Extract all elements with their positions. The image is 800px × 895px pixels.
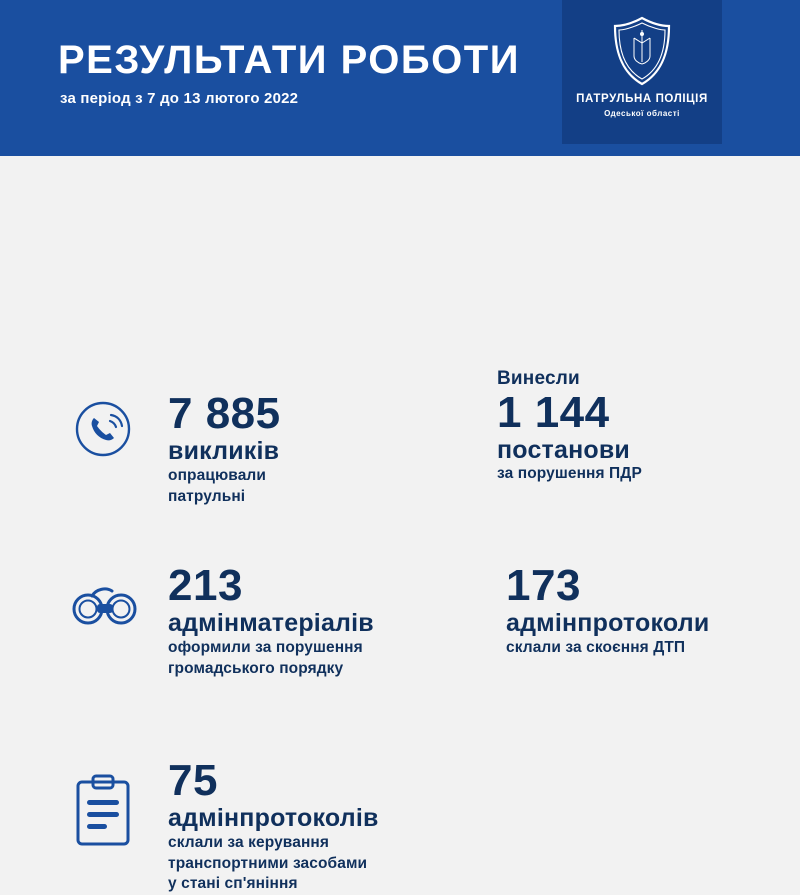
stat-calls <box>168 389 281 507</box>
stat-admin-materials-unit: адмінматеріалів <box>168 608 374 637</box>
police-badge-icon <box>611 16 673 86</box>
page-subtitle: за період з 7 до 13 лютого 2022 <box>60 90 299 107</box>
stat-resolutions-number: 1 144 <box>497 387 610 437</box>
stat-calls-unit: викликів <box>168 436 280 465</box>
stat-admin-materials <box>168 561 374 679</box>
stat-admin-materials-number: 213 <box>168 561 243 610</box>
handcuffs-icon <box>66 576 142 636</box>
stat-dui-protocols-description-1: склали за керування <box>168 833 330 851</box>
header-banner <box>0 0 800 156</box>
page-title: РЕЗУЛЬТАТИ РОБОТИ <box>58 38 520 82</box>
stat-accident-protocols-number: 173 <box>506 561 581 610</box>
clipboard-icon <box>74 774 132 848</box>
stat-admin-materials-description-2: громадського порядку <box>168 659 344 677</box>
stat-accident-protocols-description-1: склали за скоєння ДТП <box>506 638 686 656</box>
stat-resolutions-lead: Винесли <box>497 368 580 389</box>
stat-resolutions-unit: постанови <box>497 435 631 464</box>
stat-accident-protocols-unit: адмінпротоколи <box>506 608 710 637</box>
stats-content <box>0 156 800 893</box>
stat-admin-materials-description-1: оформили за порушення <box>168 638 363 656</box>
police-emblem-block <box>562 0 722 144</box>
stat-accident-protocols <box>506 561 710 659</box>
stat-dui-protocols-number: 75 <box>168 756 218 805</box>
stat-dui-protocols-description-2: транспортними засобами <box>168 854 368 872</box>
stat-resolutions-description-1: за порушення ПДР <box>497 465 642 483</box>
stat-calls-number: 7 885 <box>168 389 281 438</box>
stat-dui-protocols <box>168 756 379 895</box>
stat-resolutions <box>497 368 642 485</box>
emblem-region: Одеської області <box>604 109 680 118</box>
stat-dui-protocols-description-3: у стані сп'яніння <box>168 875 298 893</box>
stat-calls-description-1: опрацювали <box>168 466 267 484</box>
stat-dui-protocols-unit: адмінпротоколів <box>168 803 379 832</box>
emblem-title: ПАТРУЛЬНА ПОЛІЦІЯ <box>576 93 708 105</box>
stat-calls-description-2: патрульні <box>168 487 246 505</box>
phone-call-icon <box>68 394 138 464</box>
